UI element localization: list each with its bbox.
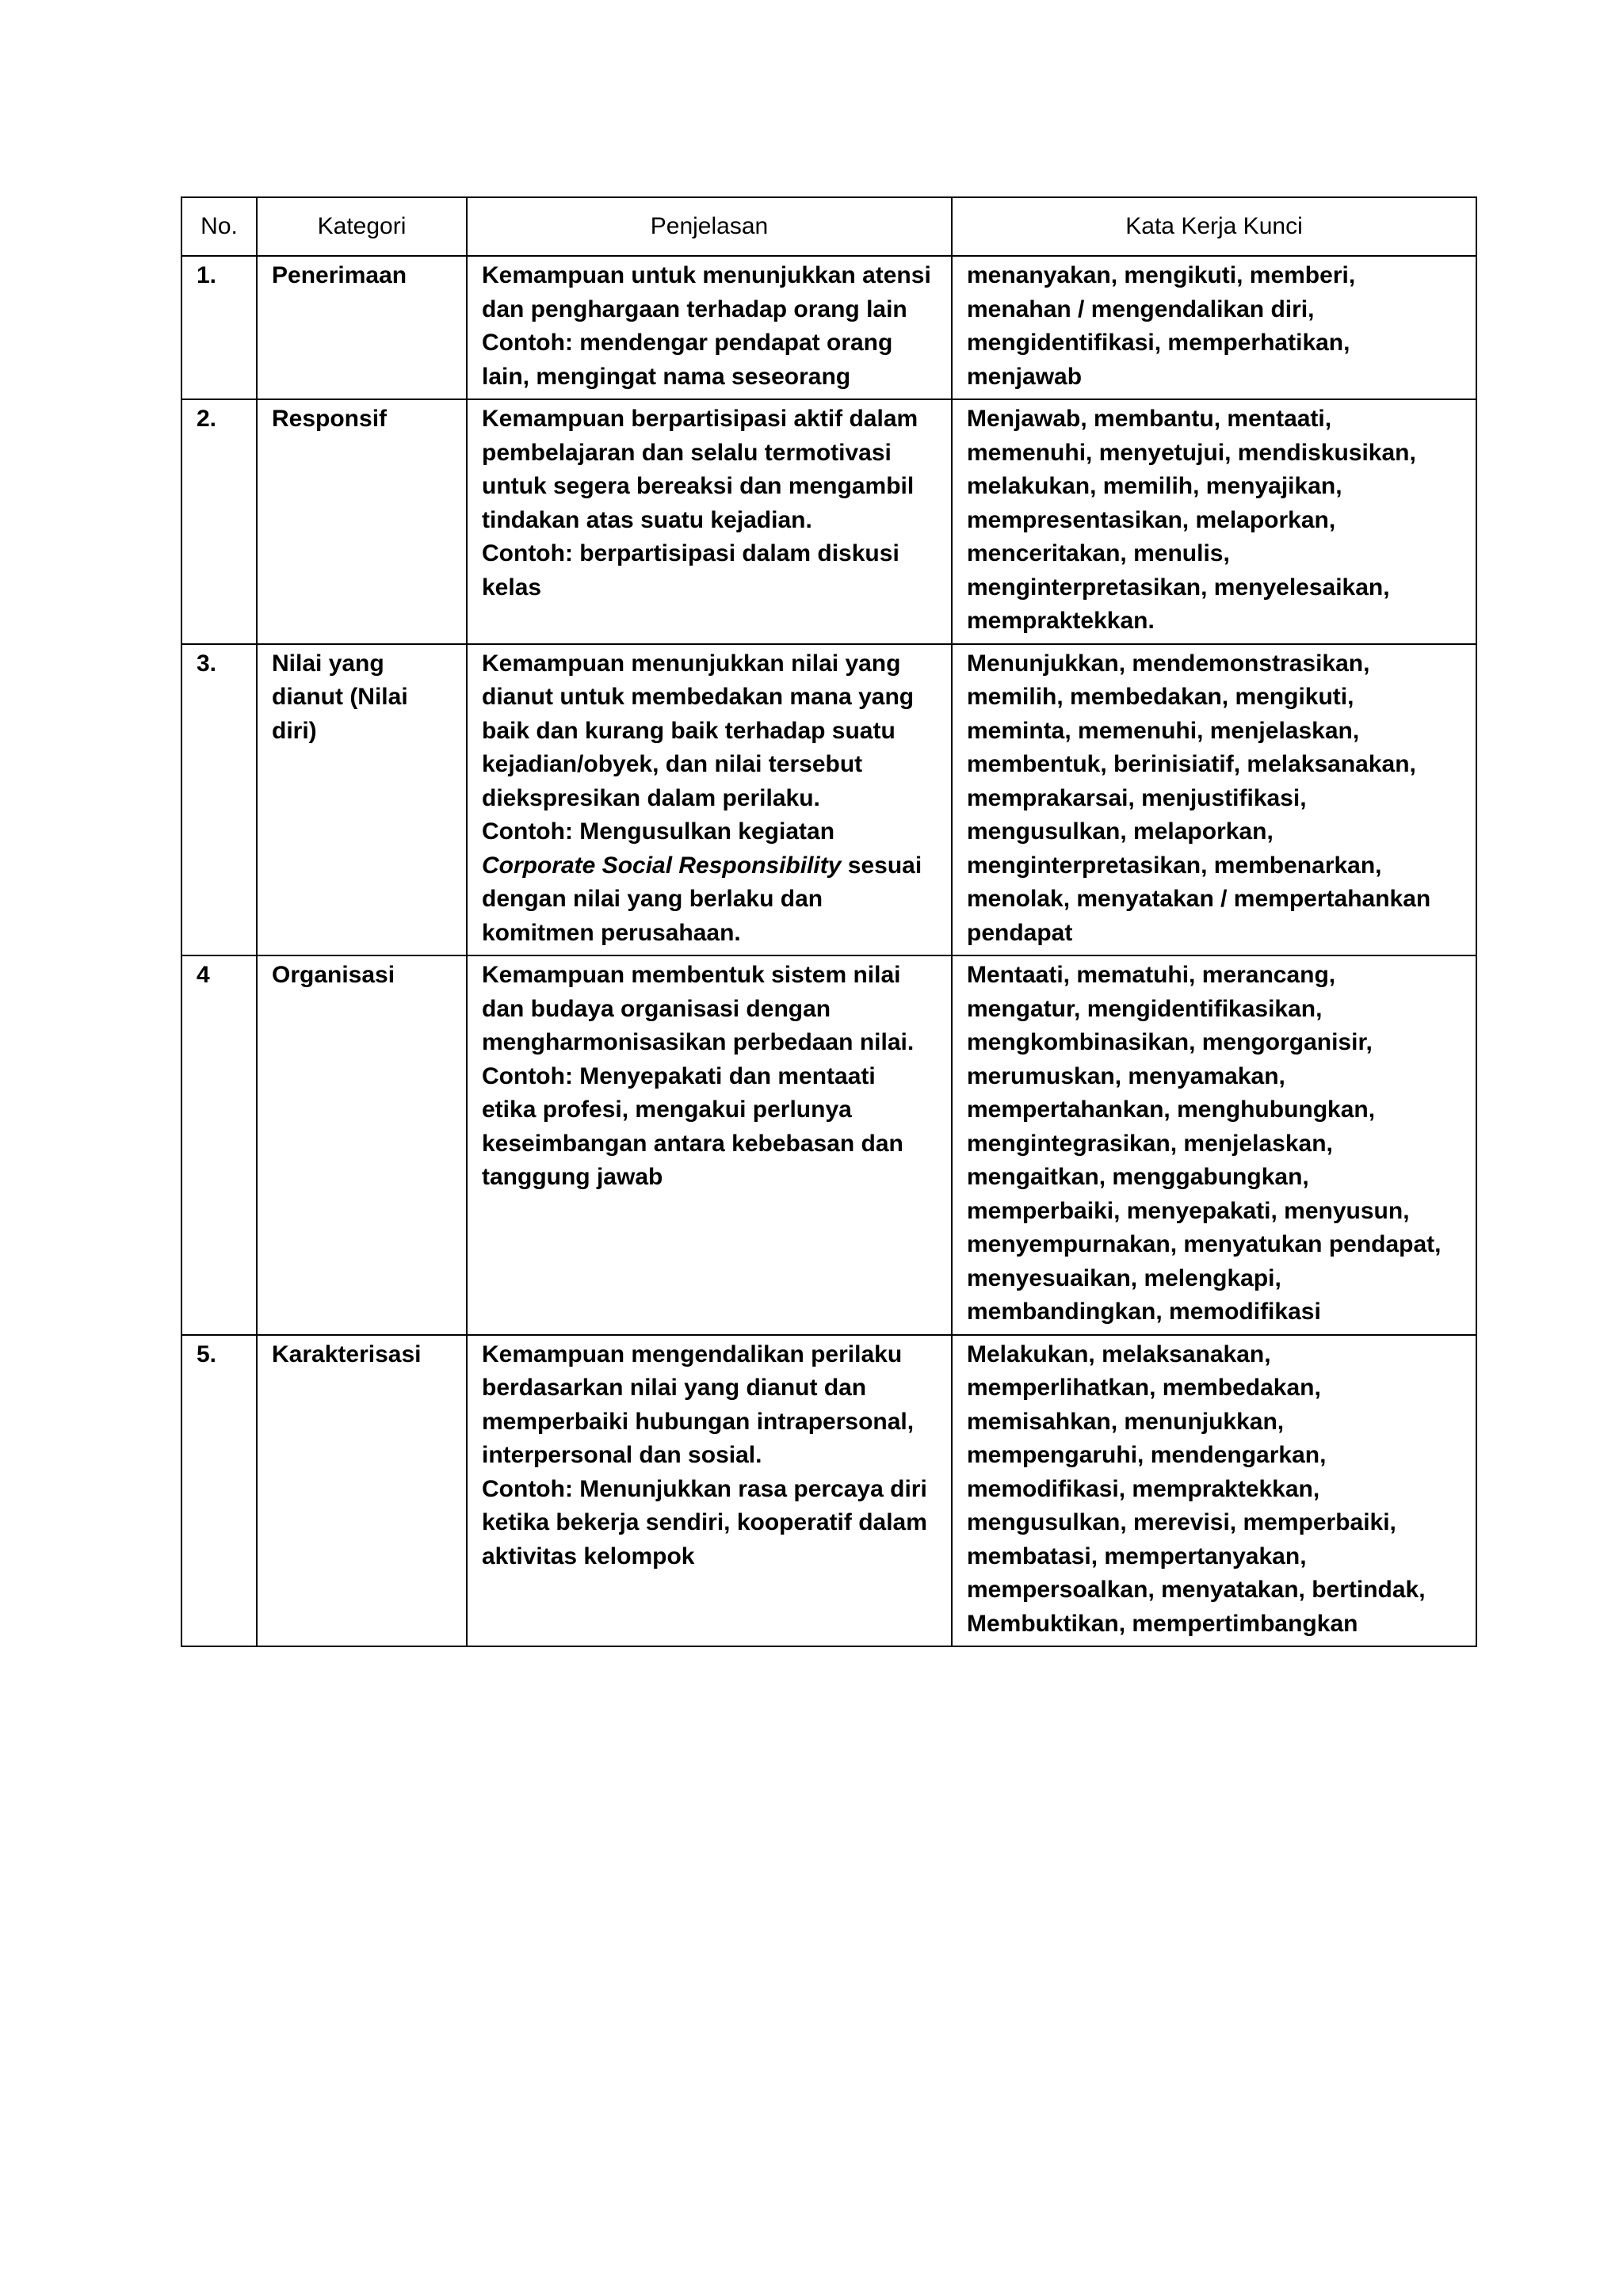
verbs-line: memperlihatkan, membedakan, <box>967 1375 1321 1401</box>
description-line: tindakan atas suatu kejadian. <box>482 506 812 533</box>
verbs-line: mengaitkan, menggabungkan, <box>967 1164 1309 1190</box>
italic-term: Corporate Social Responsibility <box>482 852 842 879</box>
verbs-line: membatasi, mempertanyakan, <box>967 1543 1307 1569</box>
table-row <box>181 955 1476 1335</box>
category-line: Karakterisasi <box>272 1341 422 1367</box>
category-line: Organisasi <box>272 962 395 988</box>
verbs-line: Melakukan, melaksanakan, <box>967 1341 1271 1367</box>
description-line: mengharmonisasikan perbedaan nilai. <box>482 1029 915 1055</box>
header-kategori: Kategori <box>257 197 467 256</box>
description-cell <box>467 399 952 644</box>
verbs-line: melakukan, memilih, menyajikan, <box>967 473 1342 499</box>
verbs-line: memperbaiki, menyepakati, menyusun, <box>967 1197 1410 1224</box>
category-line: Penerimaan <box>272 262 407 288</box>
description-line: interpersonal dan sosial. <box>482 1442 762 1468</box>
table-row <box>181 256 1476 399</box>
verbs-line: Mentaati, mematuhi, merancang, <box>967 962 1336 988</box>
row-number: 2. <box>181 399 257 644</box>
description-cell <box>467 644 952 956</box>
verbs-line: menjawab <box>967 363 1083 390</box>
description-line: untuk segera bereaksi dan mengambil <box>482 473 915 499</box>
verbs-cell <box>952 256 1476 399</box>
row-number: 5. <box>181 1335 257 1647</box>
verbs-cell <box>952 1335 1476 1647</box>
category-line: Nilai yang <box>272 650 384 677</box>
category-cell <box>257 644 467 956</box>
description-line: ketika bekerja sendiri, kooperatif dalam <box>482 1509 927 1535</box>
verbs-line: memprakarsai, menjustifikasi, <box>967 784 1307 811</box>
header-penjelasan: Penjelasan <box>467 197 952 256</box>
verbs-cell <box>952 644 1476 956</box>
description-cell <box>467 955 952 1335</box>
category-cell <box>257 955 467 1335</box>
description-line: komitmen perusahaan. <box>482 919 741 946</box>
description-line: Contoh: mendengar pendapat orang <box>482 330 893 356</box>
table-header-row <box>181 197 1476 256</box>
description-line: Contoh: Menyepakati dan mentaati <box>482 1062 876 1089</box>
verbs-line: mengkombinasikan, mengorganisir, <box>967 1029 1373 1055</box>
verbs-line: mengintegrasikan, menjelaskan, <box>967 1130 1333 1157</box>
description-cell <box>467 1335 952 1647</box>
category-cell <box>257 399 467 644</box>
description-line: Kemampuan mengendalikan perilaku <box>482 1341 903 1367</box>
verbs-line: mengidentifikasi, memperhatikan, <box>967 330 1350 356</box>
verbs-line: mempresentasikan, melaporkan, <box>967 506 1336 533</box>
description-line: memperbaiki hubungan intrapersonal, <box>482 1408 915 1435</box>
description-cell <box>467 256 952 399</box>
description-fragment: sesuai <box>841 852 922 879</box>
verbs-line: menceritakan, menulis, <box>967 540 1230 566</box>
verbs-line: menyesuaikan, melengkapi, <box>967 1264 1281 1291</box>
description-line: dan penghargaan terhadap orang lain <box>482 296 907 322</box>
category-line: diri) <box>272 717 317 744</box>
description-line <box>482 849 937 883</box>
row-number: 4 <box>181 955 257 1335</box>
verbs-line: menanyakan, mengikuti, memberi, <box>967 262 1356 288</box>
verbs-line: mempraktekkan. <box>967 608 1155 634</box>
description-line: etika profesi, mengakui perlunya <box>482 1097 852 1123</box>
description-line: aktivitas kelompok <box>482 1543 695 1569</box>
document-page <box>181 196 1476 1647</box>
verbs-line: mengusulkan, merevisi, memperbaiki, <box>967 1509 1396 1535</box>
description-line: Contoh: Menunjukkan rasa percaya diri <box>482 1475 927 1502</box>
affective-domain-table <box>181 196 1477 1647</box>
category-line: Responsif <box>272 406 388 432</box>
header-kata-kerja-kunci: Kata Kerja Kunci <box>952 197 1476 256</box>
row-number: 3. <box>181 644 257 956</box>
description-line: dan budaya organisasi dengan <box>482 995 831 1022</box>
verbs-line: pendapat <box>967 919 1073 946</box>
verbs-line: memisahkan, menunjukkan, <box>967 1408 1285 1435</box>
verbs-line: merumuskan, menyamakan, <box>967 1062 1285 1089</box>
verbs-line: memodifikasi, mempraktekkan, <box>967 1475 1320 1502</box>
verbs-line: mempengaruhi, mendengarkan, <box>967 1442 1327 1468</box>
verbs-line: mempertahankan, menghubungkan, <box>967 1097 1376 1123</box>
category-cell <box>257 256 467 399</box>
verbs-line: meminta, memenuhi, menjelaskan, <box>967 717 1360 744</box>
description-line: baik dan kurang baik terhadap suatu <box>482 717 896 744</box>
category-cell <box>257 1335 467 1647</box>
table-row <box>181 1335 1476 1647</box>
verbs-cell <box>952 399 1476 644</box>
description-line: dianut untuk membedakan mana yang <box>482 684 915 710</box>
verbs-line: Membuktikan, mempertimbangkan <box>967 1610 1358 1637</box>
description-line: Kemampuan menunjukkan nilai yang <box>482 650 901 677</box>
verbs-line: membentuk, berinisiatif, melaksanakan, <box>967 751 1416 777</box>
verbs-line: menahan / mengendalikan diri, <box>967 296 1315 322</box>
description-line: diekspresikan dalam perilaku. <box>482 784 820 811</box>
table-row <box>181 644 1476 956</box>
description-line: lain, mengingat nama seseorang <box>482 363 851 390</box>
verbs-line: menolak, menyatakan / mempertahankan <box>967 886 1431 912</box>
description-line: kelas <box>482 574 542 601</box>
description-line: kejadian/obyek, dan nilai tersebut <box>482 751 863 777</box>
description-line: Contoh: Mengusulkan kegiatan <box>482 818 835 845</box>
table-row <box>181 399 1476 644</box>
header-no: No. <box>181 197 257 256</box>
description-line: keseimbangan antara kebebasan dan <box>482 1130 903 1157</box>
verbs-line: Menjawab, membantu, mentaati, <box>967 406 1332 432</box>
description-line: Kemampuan membentuk sistem nilai <box>482 962 901 988</box>
description-line: Contoh: berpartisipasi dalam diskusi <box>482 540 899 566</box>
verbs-line: mengusulkan, melaporkan, <box>967 818 1274 845</box>
verbs-line: Menunjukkan, mendemonstrasikan, <box>967 650 1370 677</box>
description-line: Kemampuan berpartisipasi aktif dalam <box>482 406 918 432</box>
row-number: 1. <box>181 256 257 399</box>
description-line: berdasarkan nilai yang dianut dan <box>482 1375 867 1401</box>
verbs-line: menginterpretasikan, menyelesaikan, <box>967 574 1390 601</box>
description-line: pembelajaran dan selalu termotivasi <box>482 439 892 466</box>
verbs-line: menyempurnakan, menyatukan pendapat, <box>967 1231 1442 1257</box>
verbs-line: memilih, membedakan, mengikuti, <box>967 684 1354 710</box>
description-line: tanggung jawab <box>482 1164 663 1190</box>
verbs-cell <box>952 955 1476 1335</box>
verbs-line: mengatur, mengidentifikasikan, <box>967 995 1323 1022</box>
verbs-line: membandingkan, memodifikasi <box>967 1299 1321 1325</box>
description-line: dengan nilai yang berlaku dan <box>482 886 823 912</box>
verbs-line: menginterpretasikan, membenarkan, <box>967 852 1382 879</box>
category-line: dianut (Nilai <box>272 684 408 710</box>
description-line: Kemampuan untuk menunjukkan atensi <box>482 262 931 288</box>
verbs-line: memenuhi, menyetujui, mendiskusikan, <box>967 439 1416 466</box>
verbs-line: mempersoalkan, menyatakan, bertindak, <box>967 1577 1426 1603</box>
